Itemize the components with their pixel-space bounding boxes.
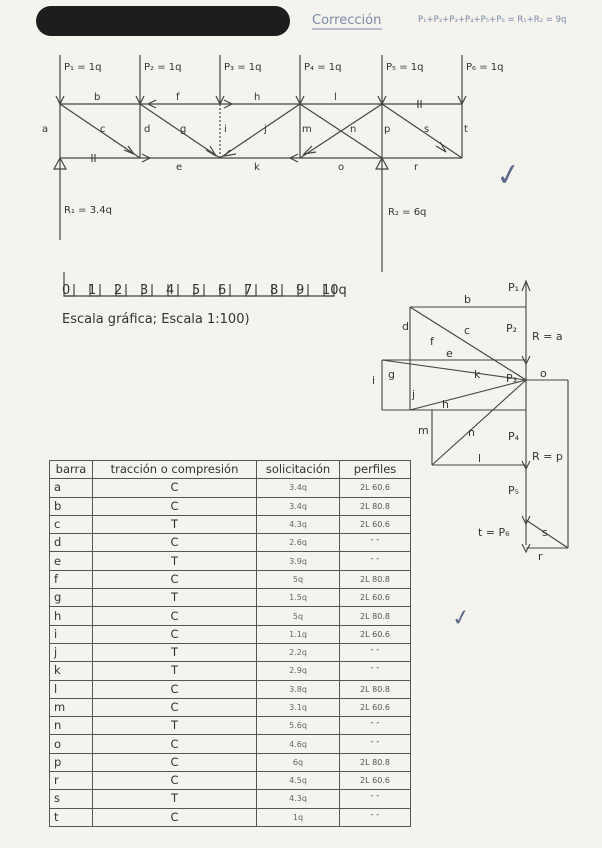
table-row [50,662,411,680]
table-row [50,497,411,515]
cell-profile: ″ ″ [340,735,411,753]
cremona-label: n [468,426,475,439]
cell-barra: o [50,735,93,753]
cell-type: C [93,497,257,515]
table-body [50,479,411,827]
cremona-label: P₄ [508,430,520,443]
scale-tick: 7 [244,283,253,298]
member-label: e [176,162,183,173]
member-label: l [334,92,337,103]
cell-barra: i [50,625,93,643]
cremona-label: R = a [532,330,563,343]
reaction-r1: R₁ = 3.4q [64,205,112,216]
cell-type: C [93,479,257,497]
cell-barra: h [50,607,93,625]
cremona-label: P₂ [506,322,518,335]
cell-type: C [93,534,257,552]
cell-type: T [93,643,257,661]
scale-tick: 5 [192,283,201,298]
cell-force: 5q [257,607,340,625]
cremona-label: P₅ [508,484,520,497]
check-mark-icon: ✓ [493,156,524,195]
cell-profile: 2L 60.6 [340,515,411,533]
load-p5: P₅ = 1q [386,62,424,73]
member-label: t [464,124,468,135]
cell-barra: c [50,515,93,533]
cremona-label: h [442,398,449,411]
load-p6: P₆ = 1q [466,62,504,73]
scale-tick: 2 [114,283,123,298]
cell-profile: 2L 80.8 [340,570,411,588]
table-row [50,790,411,808]
cell-type: T [93,662,257,680]
cell-profile: 2L 80.8 [340,497,411,515]
scale-tick: 9 [296,283,305,298]
cell-type: C [93,625,257,643]
cell-barra: t [50,808,93,826]
col-header-profile: perfiles [340,461,411,479]
cell-type: C [93,753,257,771]
cell-profile: ″ ″ [340,643,411,661]
cremona-label: k [474,368,481,381]
member-label: f [176,92,180,103]
cremona-label: s [542,526,548,539]
member-label: o [338,162,345,173]
cremona-label: i [372,374,376,387]
member-label: d [144,124,151,135]
cell-force: 5.6q [257,717,340,735]
cell-barra: l [50,680,93,698]
scale-tick: 3 [140,283,149,298]
scale-tick: 4 [166,283,175,298]
cell-barra: f [50,570,93,588]
cell-type: T [93,515,257,533]
cell-force: 3.4q [257,497,340,515]
table-row [50,552,411,570]
cell-barra: a [50,479,93,497]
cell-profile: ″ ″ [340,717,411,735]
cell-type: C [93,698,257,716]
cell-force: 4.5q [257,772,340,790]
table-row [50,625,411,643]
cell-type: T [93,717,257,735]
check-mark-icon: ✓ [449,604,473,633]
member-label: m [302,124,312,135]
member-label: h [254,92,261,103]
cell-profile: 2L 80.8 [340,680,411,698]
cell-force: 4.3q [257,790,340,808]
cell-profile: 2L 60.6 [340,479,411,497]
member-label: n [350,124,357,135]
member-label: c [100,124,106,135]
cell-profile: 2L 80.8 [340,753,411,771]
cell-barra: d [50,534,93,552]
cell-type: C [93,808,257,826]
cell-profile: 2L 60.6 [340,625,411,643]
cell-barra: n [50,717,93,735]
member-label: k [254,162,260,173]
load-p1: P₁ = 1q [64,62,102,73]
load-p2: P₂ = 1q [144,62,182,73]
cell-force: 3.4q [257,479,340,497]
col-header-type: tracción o compresión [93,461,257,479]
cremona-label: o [540,367,547,380]
cell-force: 5q [257,570,340,588]
scale-tick: 1 [88,283,97,298]
col-header-barra: barra [50,461,93,479]
cell-force: 4.6q [257,735,340,753]
scale-tick: 8 [270,283,279,298]
cremona-label: R = p [532,450,563,463]
table-row [50,680,411,698]
cremona-label: P₁ [508,281,520,294]
cell-force: 2.2q [257,643,340,661]
cell-profile: ″ ″ [340,790,411,808]
cell-type: C [93,735,257,753]
table-row [50,643,411,661]
cell-force: 1.1q [257,625,340,643]
cremona-label: g [388,368,395,381]
cremona-label: b [464,293,471,306]
cell-force: 2.6q [257,534,340,552]
cell-type: C [93,680,257,698]
cell-barra: s [50,790,93,808]
cell-profile: ″ ″ [340,534,411,552]
table-row [50,589,411,607]
scale-caption: Escala gráfica; Escala 1:100) [62,312,250,327]
member-label: p [384,124,391,135]
scale-tick: 6 [218,283,227,298]
member-label: i [224,124,227,135]
cell-barra: k [50,662,93,680]
cell-force: 2.9q [257,662,340,680]
cell-force: 4.3q [257,515,340,533]
cell-barra: g [50,589,93,607]
col-header-force: solicitación [257,461,340,479]
cell-barra: j [50,643,93,661]
cell-force: 1q [257,808,340,826]
cremona-label: P₃ [506,372,518,385]
cell-barra: r [50,772,93,790]
cell-barra: p [50,753,93,771]
load-p3: P₃ = 1q [224,62,262,73]
cell-type: T [93,790,257,808]
load-p4: P₄ = 1q [304,62,342,73]
reaction-r2: R₂ = 6q [388,207,427,218]
cremona-label: m [418,424,429,437]
cell-profile: 2L 60.6 [340,589,411,607]
table-row [50,515,411,533]
cremona-label: c [464,324,471,337]
table-header-row [50,461,411,479]
cell-profile: ″ ″ [340,808,411,826]
cremona-label: r [538,550,543,563]
cell-type: C [93,570,257,588]
cell-barra: b [50,497,93,515]
cell-barra: e [50,552,93,570]
scale-tick: 10q [322,283,347,298]
cell-profile: ″ ″ [340,552,411,570]
cremona-label: t = P₆ [478,526,510,539]
table-row [50,607,411,625]
truss-diagram [54,55,466,272]
cell-barra: m [50,698,93,716]
header-sum-note: P₁+P₂+P₃+P₄+P₅+P₆ = R₁+R₂ = 9q [418,15,567,25]
table-row [50,479,411,497]
cremona-label: l [478,452,482,465]
cell-force: 3.9q [257,552,340,570]
cell-force: 1.5q [257,589,340,607]
bar-forces-table [49,460,411,827]
cell-type: T [93,552,257,570]
scale-tick: 0 [62,283,71,298]
cell-profile: 2L 60.6 [340,772,411,790]
header-title: Corrección [312,13,382,28]
cell-force: 6q [257,753,340,771]
cell-profile: ″ ″ [340,662,411,680]
cremona-label: j [412,388,416,401]
table-row [50,570,411,588]
cell-force: 3.1q [257,698,340,716]
cell-type: C [93,607,257,625]
member-label: g [180,124,187,135]
member-label: r [414,162,419,173]
member-label: b [94,92,101,103]
cremona-label: f [430,335,434,348]
table-row [50,717,411,735]
member-label: s [424,124,430,135]
table-row [50,534,411,552]
cell-type: T [93,589,257,607]
cremona-label: e [446,347,453,360]
member-label: j [264,124,267,135]
table-row [50,698,411,716]
table-row [50,753,411,771]
table-row [50,772,411,790]
cell-profile: 2L 80.8 [340,607,411,625]
member-label: a [42,124,49,135]
cell-profile: 2L 60.6 [340,698,411,716]
cell-force: 3.8q [257,680,340,698]
cell-type: C [93,772,257,790]
table-row [50,808,411,826]
cremona-label: d [402,320,409,333]
table-row [50,735,411,753]
